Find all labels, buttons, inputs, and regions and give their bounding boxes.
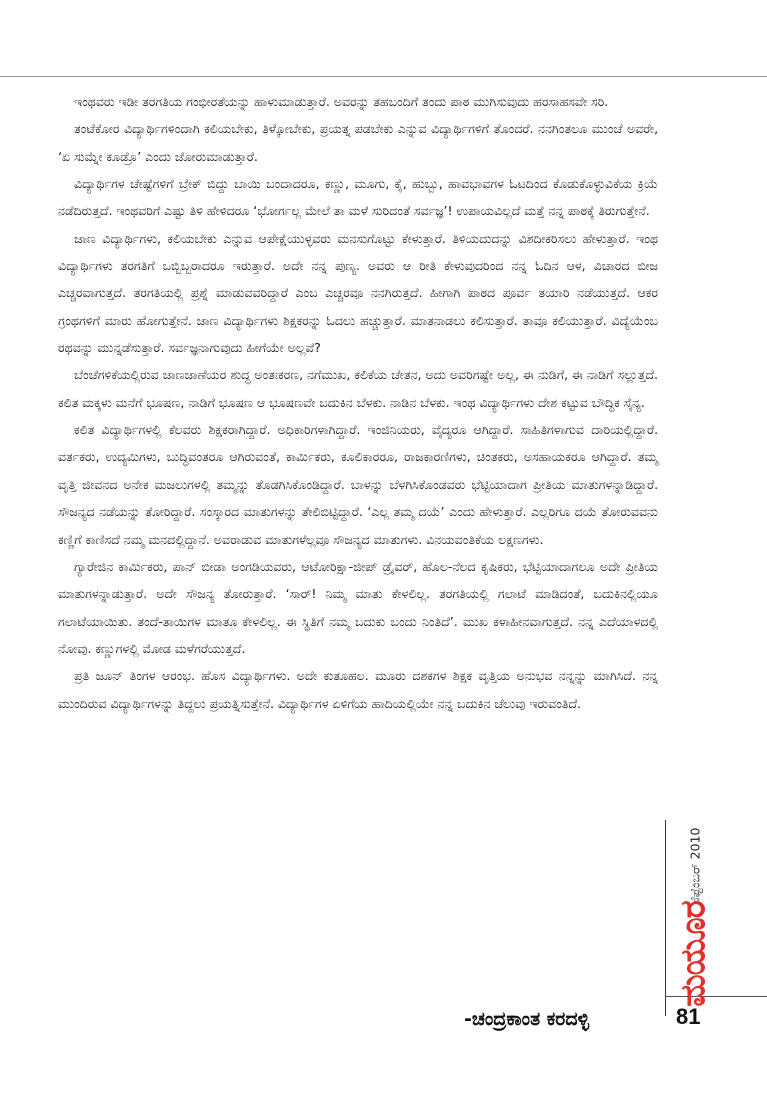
paragraph: ಪ್ರತಿ ಜೂನ್ ತಿಂಗಳ ಆರಂಭ. ಹೊಸ ವಿದ್ಯಾರ್ಥಿಗಳು. ಅದೇ ಕುತೂಹಲ. ಮೂರು ದಶಕಗಳ ಶಿಕ್ಷಕ ವೃತ್ತಿಯ ಅನುಭವ ನನ್ನನ್ನು ಮಾಗಿಸಿದೆ. ನನ್ನ ಮುಂದಿರುವ ವಿದ್ಯಾರ್ಥಿಗಳನ್ನು ತಿದ್ದಲು ಪ್ರಯತ್ನಿಸುತ್ತೇನೆ. ವಿದ್ಯಾರ್ಥಿಗಳ ಏಳಿಗೆಯ ಹಾದಿಯಲ್ಲಿಯೇ ನನ್ನ ಬದುಕಿನ ಚೆಲುವು ಇರುವಂತಿದೆ.	[58, 668, 658, 711]
page-number: 81	[676, 1004, 701, 1029]
magazine-logo-block	[672, 901, 716, 1007]
author-signature: -ಚಂದ್ರಕಾಂತ ಕರದಳ್ಳಿ	[464, 1008, 590, 1030]
paragraph: ಇಂಥವರು ಇಡೀ ತರಗತಿಯ ಗಂಭೀರತೆಯನ್ನು ಹಾಳುಮಾಡುತ್ತಾರೆ. ಅವರನ್ನು ತಹಬಂದಿಗೆ ತಂದು ಪಾಠ ಮುಗಿಸುವುದು ಹರಸಾಹಸವೇ ಸರಿ.	[74, 94, 609, 109]
paragraph: ವಿದ್ಯಾರ್ಥಿಗಳ ಚೇಷ್ಟೆಗಳಿಗೆ ಬ್ರೇಕ್ ಬಿದ್ದು ಬಾಯಿ ಬಂದಾದರೂ, ಕಣ್ಣು, ಮೂಗು, ಕೈ, ಹುಬ್ಬು, ಹಾವಭಾವಗಳ ಓಟದಿಂದ ಕೊಡುಕೊಳ್ಳುವಿಕೆಯ ಕ್ರಿಯೆ ನಡೆದಿರುತ್ತದೆ. ಇಂಥವರಿಗೆ ಎಷ್ಟು ತಿಳಿ ಹೇಳಿದರೂ ‘ಭೋರ್ಗಲ್ಲ ಮೇಲೆ ತಾ ಮಳೆ ಸುರಿದಂತೆ ಸರ್ವಜ್ಞ’! ಉಪಾಯವಿಲ್ಲದೆ ಮತ್ತೆ ನನ್ನ ಪಾಠಕ್ಕೆ ತಿರುಗುತ್ತೇನೆ.	[58, 176, 658, 219]
paragraph: ಗ್ಯಾರೇಜಿನ ಕಾರ್ಮಿಕರು, ಪಾನ್ ಬೀಡಾ ಅಂಗಡಿಯವರು, ಆಟೋರಿಕ್ಷಾ-ಜೀಪ್ ಡ್ರೈವರ್, ಹೊಲ-ನೆಲದ ಕೃಷಿಕರು, ಭೆಟ್ಟಿಯಾದಾಗಲೂ ಅದೇ ಪ್ರೀತಿಯ ಮಾತುಗಳನ್ನಾಡುತ್ತಾರೆ. ಅದೇ ಸೌಜನ್ಯ ತೋರುತ್ತಾರೆ. ‘ಸಾರ್! ನಿಮ್ಮ ಮಾತು ಕೇಳಲಿಲ್ಲ. ತರಗತಿಯಲ್ಲಿ ಗಲಾಟೆ ಮಾಡಿದಂತೆ, ಬದುಕಿನಲ್ಲಿಯೂ ಗಲಾಟೆಯಾಯಿತು. ತಂದೆ-ತಾಯಿಗಳ ಮಾತೂ ಕೇಳಲಿಲ್ಲ. ಈ ಸ್ಥಿತಿಗೆ ನಮ್ಮ ಬದುಕು ಬಂದು ನಿಂತಿದೆ’. ಮುಖ ಕಳಾಹೀನವಾಗುತ್ತದೆ. ನನ್ನ ಎದೆಯಾಳದಲ್ಲಿ ನೋವು. ಕಣ್ಣುಗಳಲ್ಲಿ ಮೋಡ ಮಳೆಗರೆಯುತ್ತದೆ.	[58, 558, 658, 656]
paragraph: ಜಾಣ ವಿದ್ಯಾರ್ಥಿಗಳು, ಕಲಿಯಬೇಕು ಎನ್ನುವ ಆಪೇಕ್ಷೆಯುಳ್ಳವರು ಮನಸುಗೊಟ್ಟು ಕೇಳುತ್ತಾರೆ. ತಿಳಿಯದುದನ್ನು ವಿಶದೀಕರಿಸಲು ಹೇಳುತ್ತಾರೆ. ಇಂಥ ವಿದ್ಯಾರ್ಥಿಗಳು ತರಗತಿಗೆ ಒಬ್ಬಿಬ್ಬರಾದರೂ ಇರುತ್ತಾರೆ. ಅದೇ ನನ್ನ ಪುಣ್ಯ. ಅವರು ಆ ರೀತಿ ಕೇಳುವುದರಿಂದ ನನ್ನ ಓದಿನ ಆಳ, ವಿಚಾರದ ಬೀಜ ಎಚ್ಚರವಾಗುತ್ತದೆ. ತರಗತಿಯಲ್ಲಿ ಪ್ರಶ್ನೆ ಮಾಡುವವರಿದ್ದಾರೆ ಎಂಬ ಎಚ್ಚರವೂ ನನಗಿರುತ್ತದೆ. ಹೀಗಾಗಿ ಪಾಠದ ಪೂರ್ವ ತಯಾರಿ ನಡೆಯುತ್ತದೆ. ಆಕರ ಗ್ರಂಥಗಳಿಗೆ ಮಾರು ಹೋಗುತ್ತೇನೆ. ಜಾಣ ವಿದ್ಯಾರ್ಥಿಗಳು ಶಿಕ್ಷಕರನ್ನು ಓದಲು ಹಚ್ಚುತ್ತಾರೆ. ಮಾತನಾಡಲು ಕಲಿಸುತ್ತಾರೆ. ತಾವೂ ಕಲಿಯುತ್ತಾರೆ. ವಿದ್ಯೆಯೆಂಬ ರಥವನ್ನು ಮುನ್ನಡೆಸುತ್ತಾರೆ. ಸರ್ವಜ್ಞನಾಗುವುದು ಹೀಗೆಯೇ ಅಲ್ಲವೆ?	[58, 230, 658, 356]
magazine-logo: ಮಯೂರ	[674, 901, 714, 1007]
paragraph: ಕಲಿತ ವಿದ್ಯಾರ್ಥಿಗಳಲ್ಲಿ ಕೆಲವರು ಶಿಕ್ಷಕರಾಗಿದ್ದಾರೆ. ಅಧಿಕಾರಿಗಳಾಗಿದ್ದಾರೆ. ಇಂಜಿನಿಯರು, ವೈದ್ಯರೂ ಆಗಿದ್ದಾರೆ. ಸಾಹಿತಿಗಳಾಗುವ ದಾರಿಯಲ್ಲಿದ್ದಾರೆ. ವರ್ತಕರು, ಉದ್ಯಮಿಗಳು, ಬುದ್ಧಿವಂತರೂ ಆಗಿರುವಂತೆ, ಕಾರ್ಮಿಕರು, ಕೂಲಿಕಾರರೂ, ರಾಜಕಾರಣಿಗಳು, ಚಿಂತಕರು, ಅಸಹಾಯಕರೂ ಆಗಿದ್ದಾರೆ. ತಮ್ಮ ವೃತ್ತಿ ಜೀವನದ ಅನೇಕ ಮಜಲುಗಳಲ್ಲಿ ತಮ್ಮನ್ನು ತೊಡಗಿಸಿಕೊಂಡಿದ್ದಾರೆ. ಬಾಳನ್ನು ಬೆಳಗಿಸಿಕೊಂಡವರು ಭೆಟ್ಟಿಯಾದಾಗ ಪ್ರೀತಿಯ ಮಾತುಗಳನ್ನಾಡಿದ್ದಾರೆ. ಸೌಜನ್ಯದ ನಡೆಯನ್ನು ತೋರಿದ್ದಾರೆ. ಸಂಸ್ಕಾರದ ಮಾತುಗಳನ್ನು ತೇಲಿಬಿಟ್ಟಿದ್ದಾರೆ. ‘ಎಲ್ಲ ತಮ್ಮ ದಯೆ’ ಎಂದು ಹೇಳುತ್ತಾರೆ. ಎಲ್ಲರಿಗೂ ದಯೆ ತೋರುವವನು ಕಣ್ಣಿಗೆ ಕಾಣಿಸದೆ ನಮ್ಮ ಮನದಲ್ಲಿದ್ದಾನೆ. ಅವರಾಡುವ ಮಾತುಗಳೆಲ್ಲವೂ ಸೌಜನ್ಯದ ಮಾತುಗಳು. ವಿನಯವಂತಿಕೆಯ ಲಕ್ಷಣಗಳು.	[58, 422, 658, 547]
article-body	[58, 88, 658, 717]
sidebar-vertical-rule	[665, 820, 666, 1016]
issue-date-block	[683, 820, 707, 912]
paragraph: ತಂಟೆಕೋರ ವಿದ್ಯಾರ್ಥಿಗಳಿಂದಾಗಿ ಕಲಿಯಬೇಕು, ತಿಳ್ಕೋಬೇಕು, ಪ್ರಯತ್ನ ಪಡಬೇಕು ಎನ್ನುವ ವಿದ್ಯಾರ್ಥಿಗಳಿಗೆ ತೊಂದರೆ. ನನಗಿಂತಲೂ ಮುಂಚೆ ಅವರೇ, ‘ಏ ಸುಮ್ನೇ ಕೂಡ್ರೊ’ ಎಂದು ಜೋರುಮಾಡುತ್ತಾರೆ.	[58, 121, 658, 164]
issue-date: ಸೆಪ್ಟೆಂಬರ್ 2010	[687, 827, 702, 905]
paragraph: ಬೆಂಚೆಗಳಿಕೆಯಲ್ಲಿರುವ ಜಾಣಜಾಣೆಯರ ಶುದ್ಧ ಅಂತಃಕರಣ, ನಗೆಮುಖ, ಕಲಿಕೆಯ ಚೇತನ, ಅದು ಅವರಿಗಷ್ಟೇ ಅಲ್ಲ, ಈ ನುಡಿಗೆ, ಈ ನಾಡಿಗೆ ಸಲ್ಲುತ್ತದೆ. ಕಲಿತ ಮಕ್ಕಳು ಮನೆಗೆ ಭೂಷಣ, ನಾಡಿಗೆ ಭೂಷಣ ಆ ಭೂಷಣವೇ ಬದುಕಿನ ಬೆಳಕು. ನಾಡಿನ ಬೆಳಕು. ಇಂಥ ವಿದ್ಯಾರ್ಥಿಗಳು ದೇಶ ಕಟ್ಟುವ ಬೌದ್ಧಿಕ ಸೈನ್ಯ.	[58, 367, 658, 410]
top-divider	[0, 76, 767, 77]
